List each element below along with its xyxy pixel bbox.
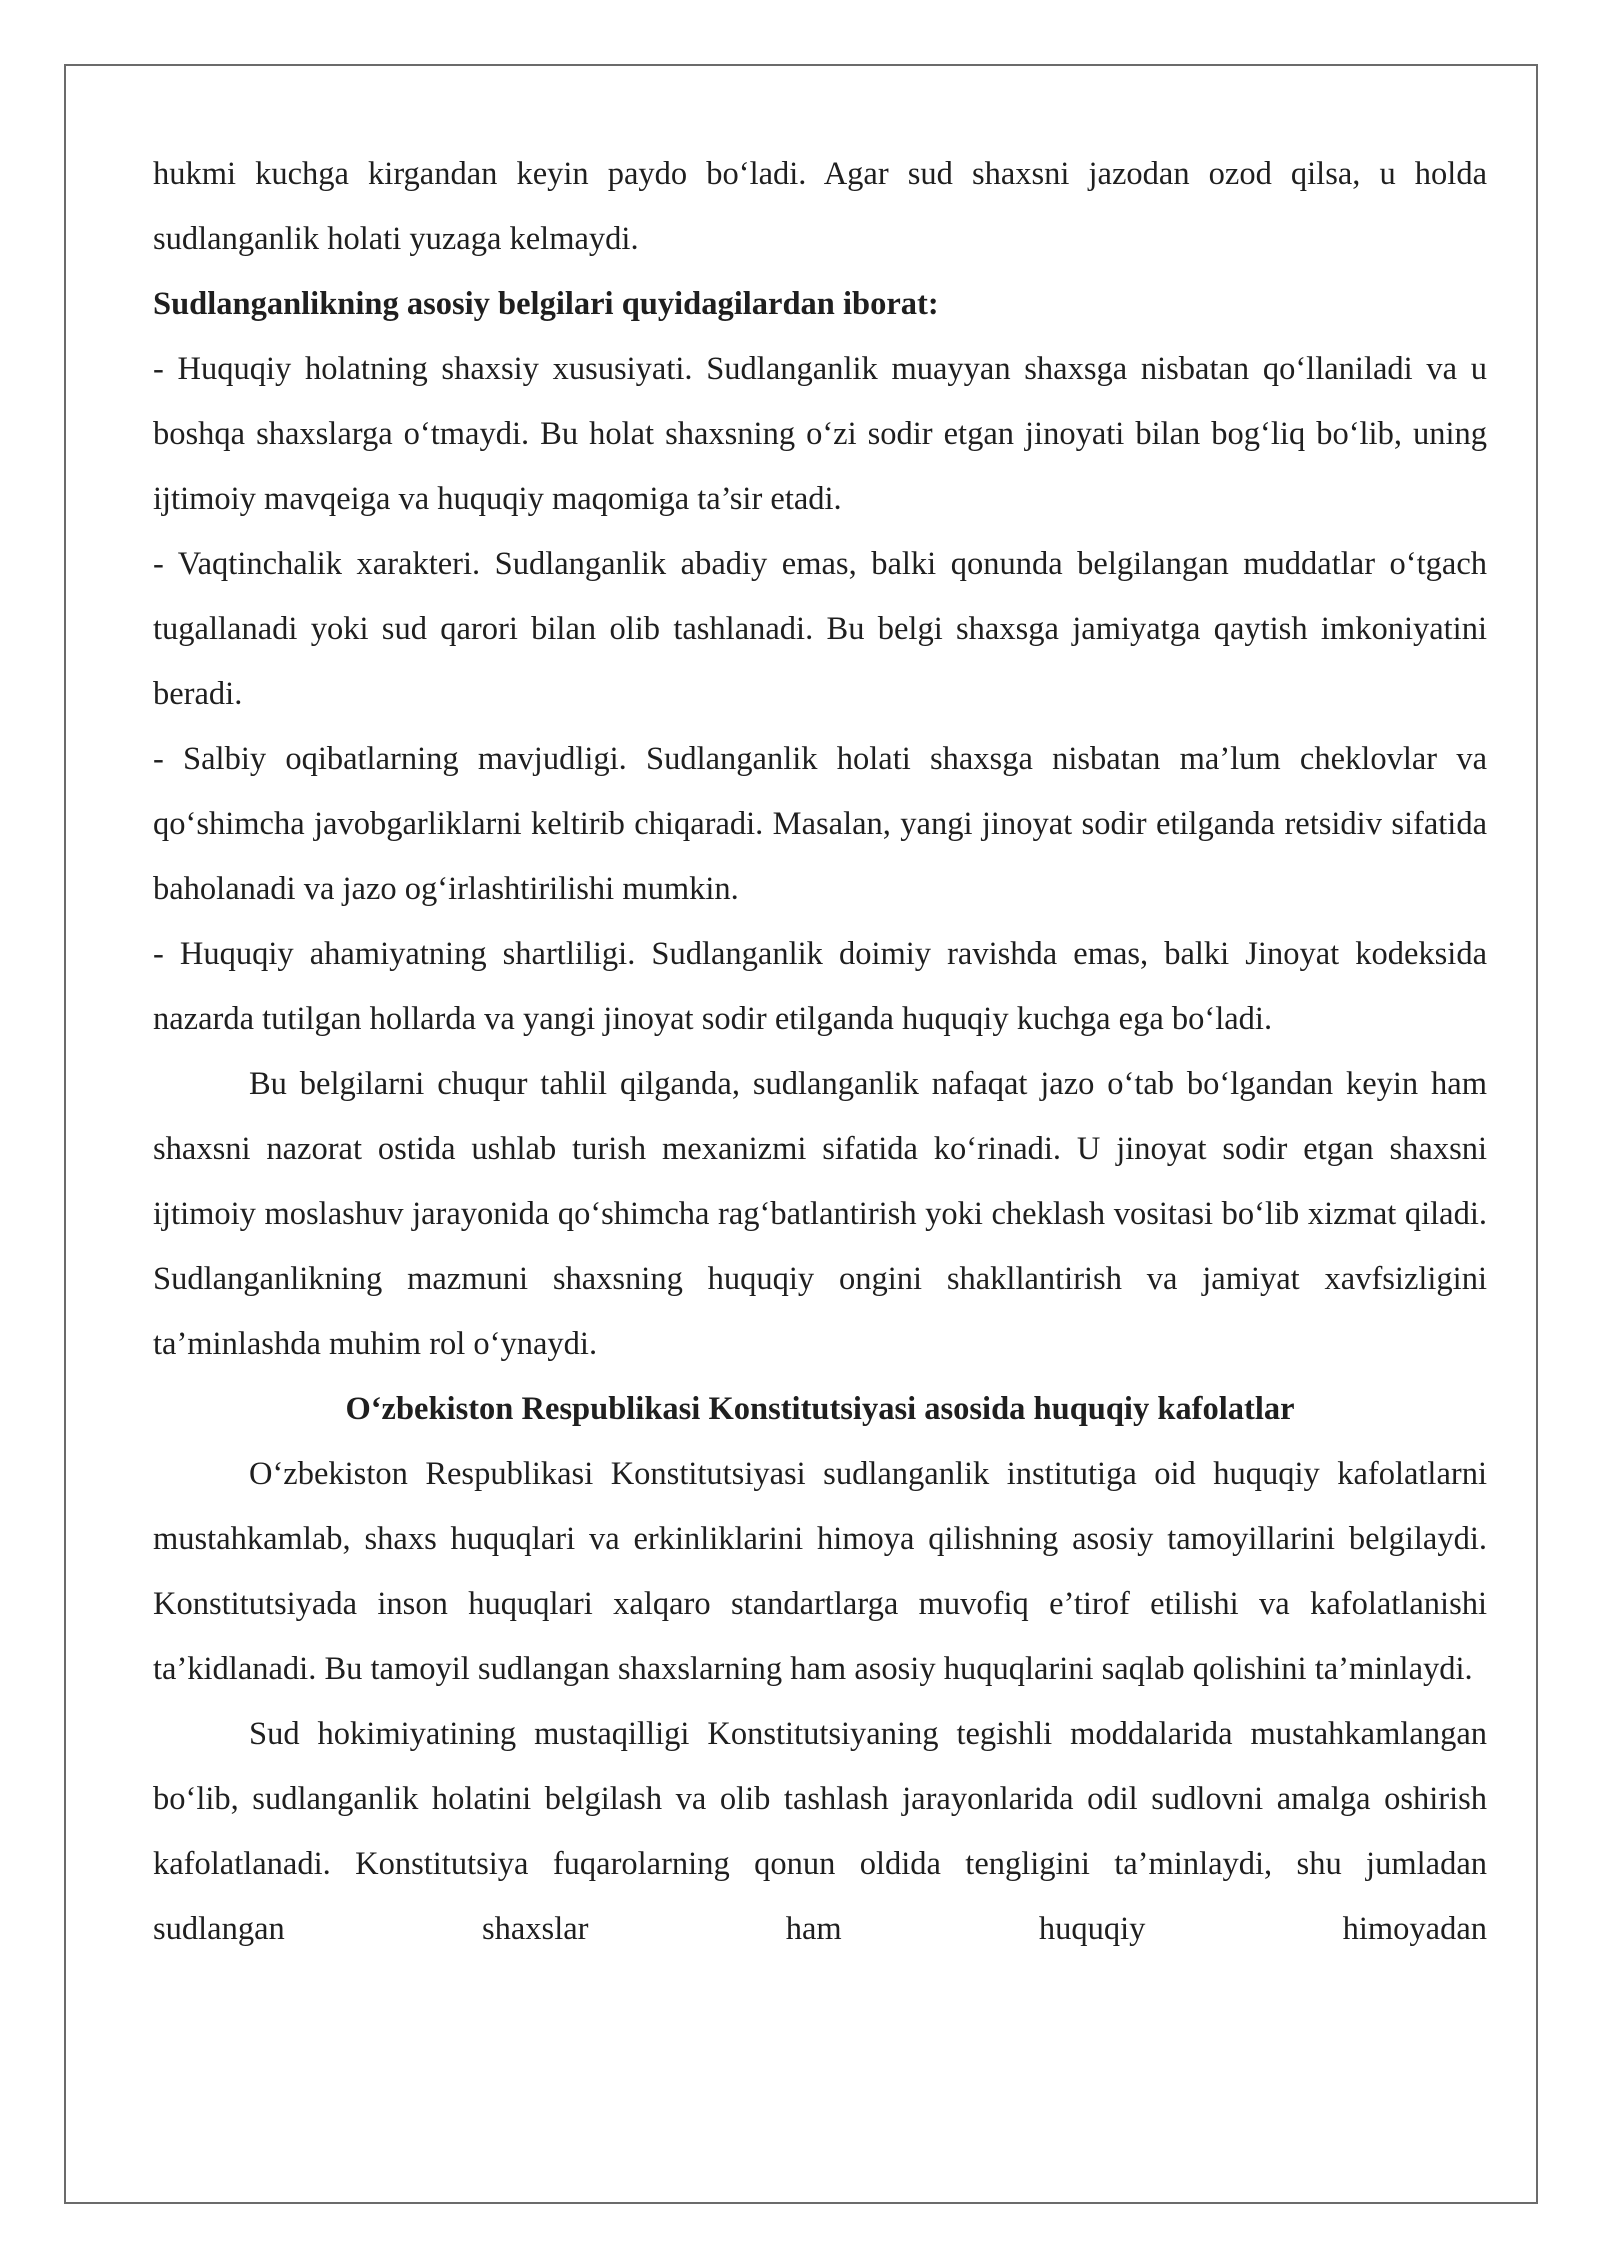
section-heading-constitution: O‘zbekiston Respublikasi Konstitutsiyasi asosida huquqiy kafolatlar <box>345 1391 1295 1427</box>
list-item-negative-consequences: - Salbiy oqibatlarning mavjudligi. Sudlanganlik holati shaxsga nisbatan ma’lum cheklovlar va qo‘shimcha javobgarliklarni keltirib chiqaradi. Masalan, yangi jinoyat sodir etilganda retsidiv sifatida baholanadi va jazo og‘irlashtirilishi mumkin. <box>153 741 1487 907</box>
document-body <box>153 142 1487 1962</box>
paragraph-constitution-guarantees: O‘zbekiston Respublikasi Konstitutsiyasi sudlanganlik institutiga oid huquqiy kafolatlarni mustahkamlab, shaxs huquqlari va erkinliklarini himoya qilishning asosiy tamoyillarini belgilaydi. Konstitutsiyada inson huquqlari xalqaro standartlarga muvofiq e’tirof etilishi va kafolatlanishi ta’kidlanadi. Bu tamoyil sudlangan shaxslarning ham asosiy huquqlarini saqlab qolishini ta’minlaydi. <box>153 1456 1487 1687</box>
list-item-temporary-nature: - Vaqtinchalik xarakteri. Sudlanganlik abadiy emas, balki qonunda belgilangan muddatlar o‘tgach tugallanadi yoki sud qarori bilan olib tashlanadi. Bu belgi shaxsga jamiyatga qaytish imkoniyatini beradi. <box>153 546 1487 712</box>
section-heading-features: Sudlanganlikning asosiy belgilari quyidagilardan iborat: <box>153 286 939 322</box>
list-item-personal-nature: - Huquqiy holatning shaxsiy xususiyati. Sudlanganlik muayyan shaxsga nisbatan qo‘llaniladi va u boshqa shaxslarga o‘tmaydi. Bu holat shaxsning o‘zi sodir etgan jinoyati bilan bog‘liq bo‘lib, uning ijtimoiy mavqeiga va huquqiy maqomiga ta’sir etadi. <box>153 351 1487 517</box>
list-item-conditional-significance: - Huquqiy ahamiyatning shartliligi. Sudlanganlik doimiy ravishda emas, balki Jinoyat kodeksida nazarda tutilgan hollarda va yangi jinoyat sodir etilganda huquqiy kuchga ega bo‘ladi. <box>153 936 1487 1037</box>
paragraph-continuation: hukmi kuchga kirgandan keyin paydo bo‘ladi. Agar sud shaxsni jazodan ozod qilsa, u holda sudlanganlik holati yuzaga kelmaydi. <box>153 156 1487 257</box>
paragraph-judicial-independence: Sud hokimiyatining mustaqilligi Konstitutsiyaning tegishli moddalarida mustahkamlangan bo‘lib, sudlanganlik holatini belgilash va olib tashlash jarayonlarida odil sudlovni amalga oshirish kafolatlanadi. Konstitutsiya fuqarolarning qonun oldida tengligini ta’minlaydi, shu jumladan sudlangan shaxslar ham huquqiy himoyadan <box>153 1716 1487 1947</box>
paragraph-analysis: Bu belgilarni chuqur tahlil qilganda, sudlanganlik nafaqat jazo o‘tab bo‘lgandan keyin ham shaxsni nazorat ostida ushlab turish mexanizmi sifatida ko‘rinadi. U jinoyat sodir etgan shaxsni ijtimoiy moslashuv jarayonida qo‘shimcha rag‘batlantirish yoki cheklash vositasi bo‘lib xizmat qiladi. Sudlanganlikning mazmuni shaxsning huquqiy ongini shakllantirish va jamiyat xavfsizligini ta’minlashda muhim rol o‘ynaydi. <box>153 1066 1487 1362</box>
